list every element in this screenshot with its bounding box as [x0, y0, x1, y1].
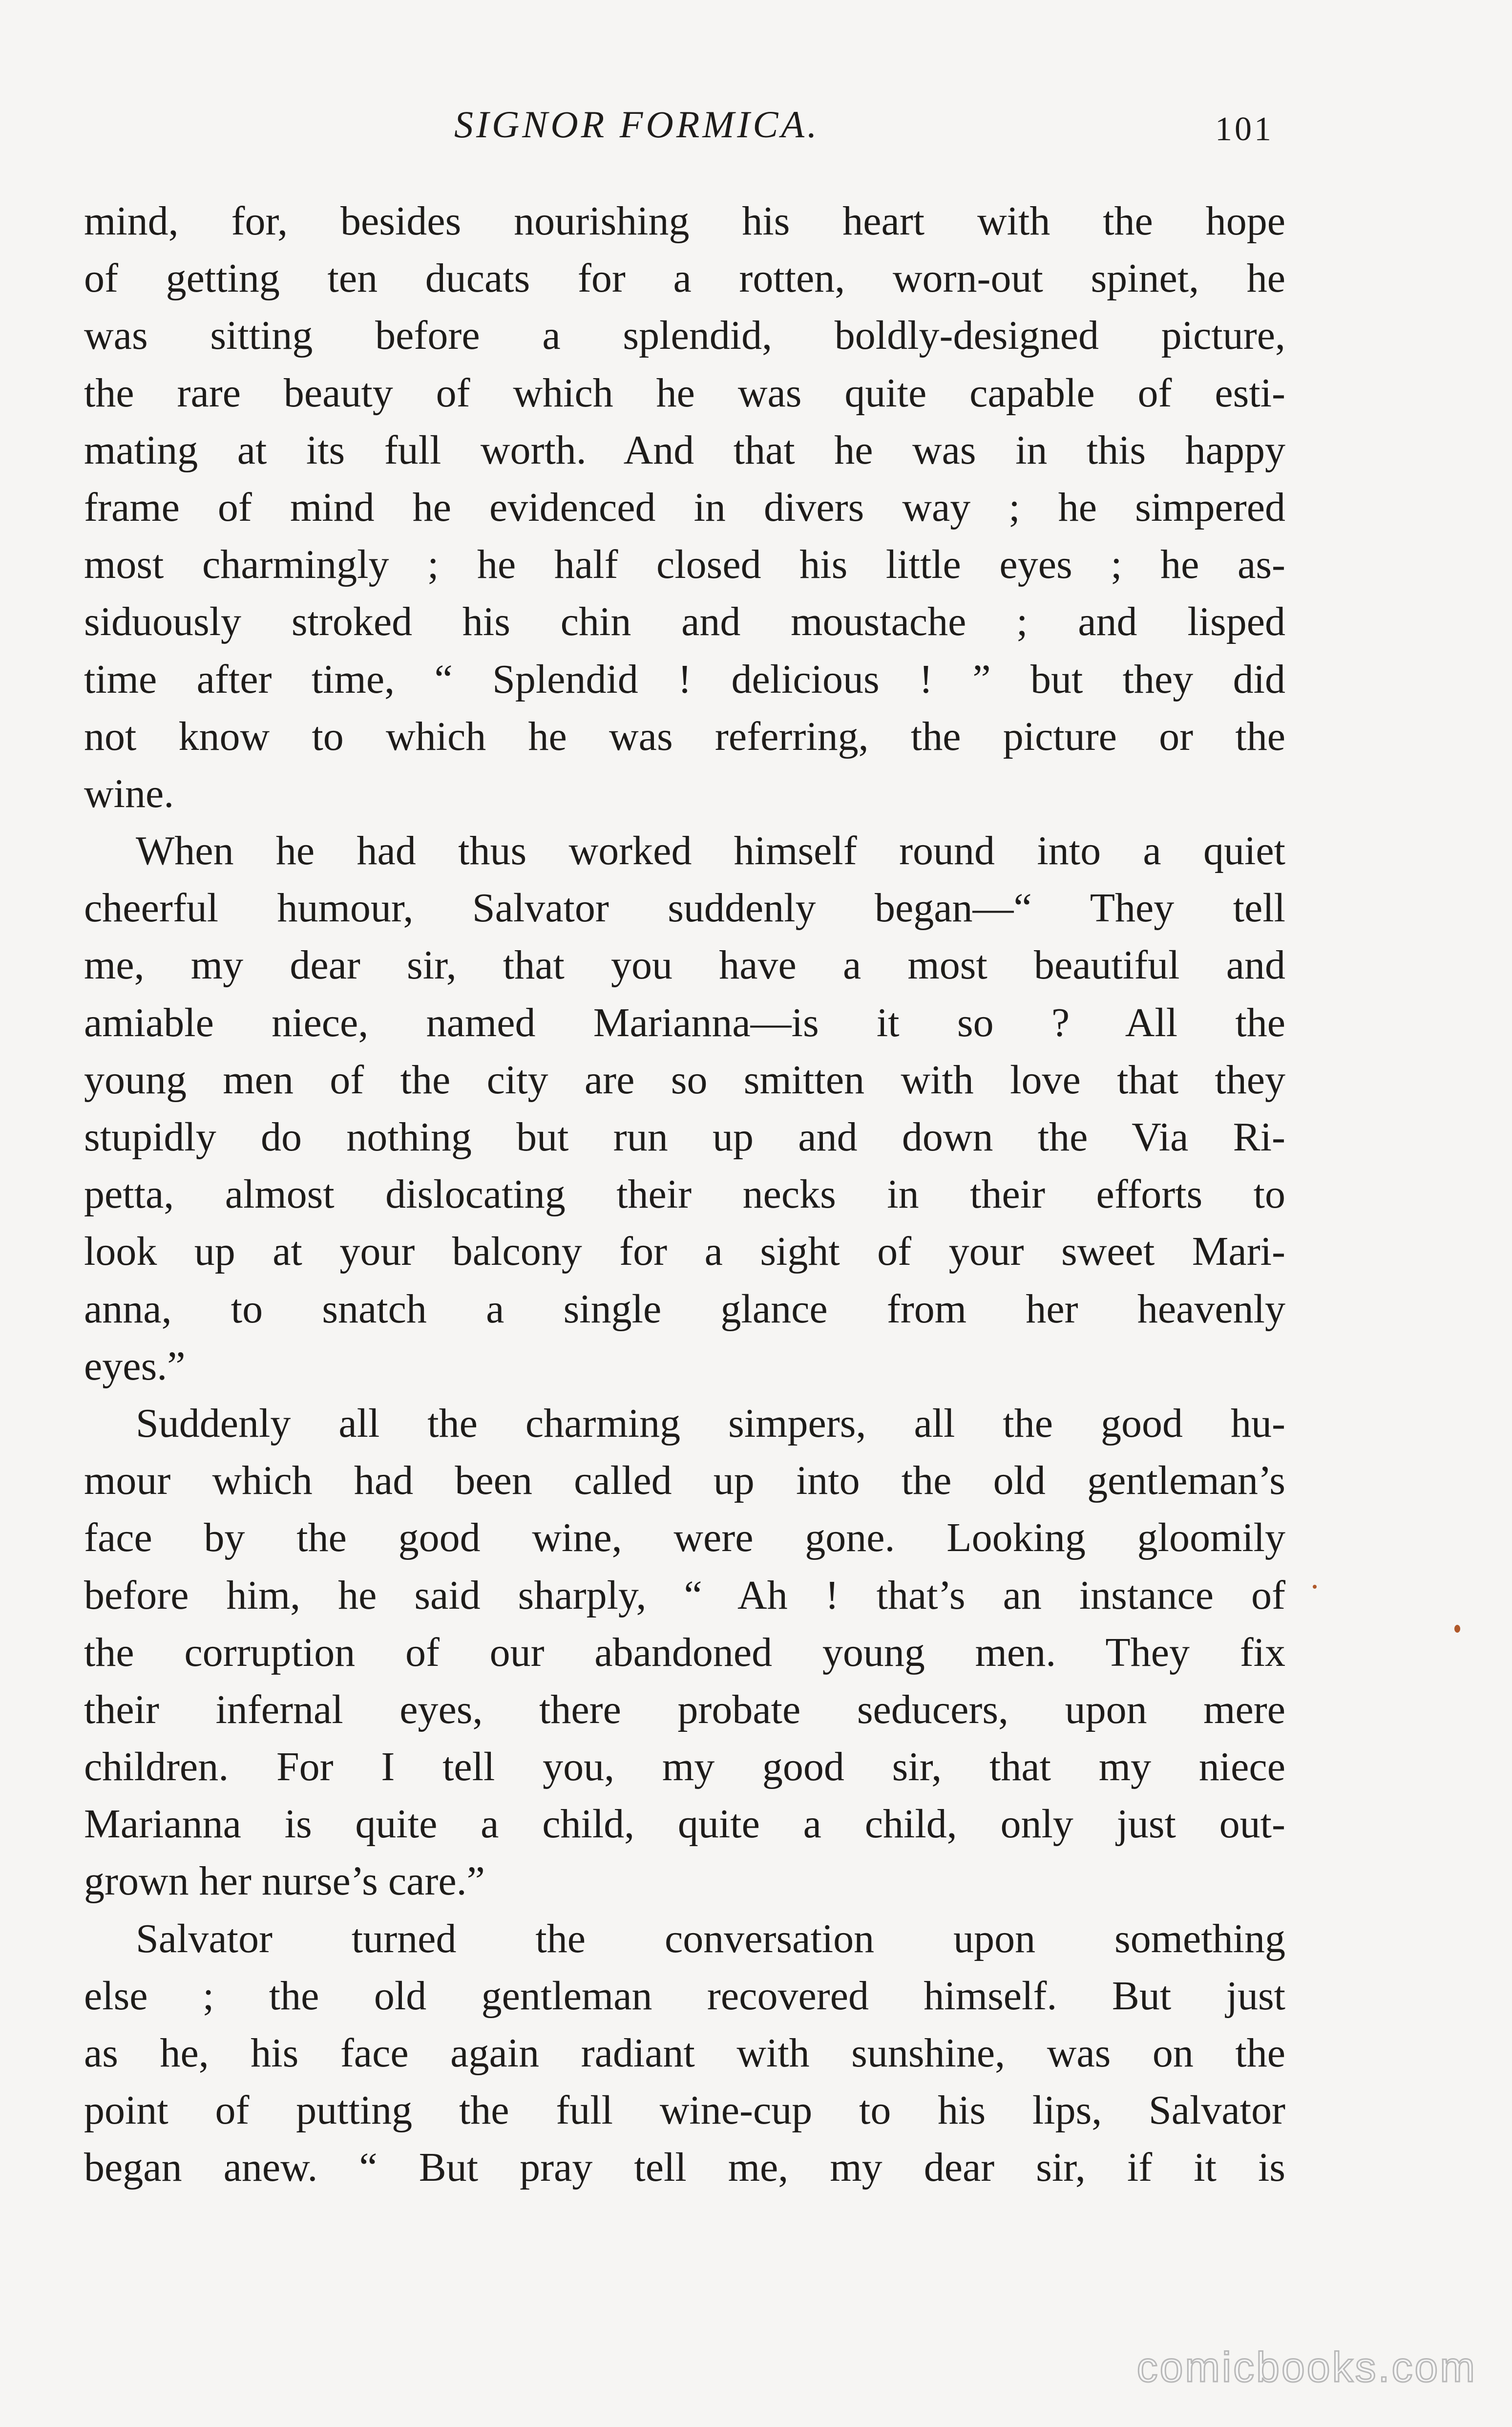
- page-header: [0, 98, 1512, 156]
- text-line: Suddenly all the charming simpers, all the good hu-: [136, 1400, 1285, 1446]
- site-watermark: comicbooks.com: [1136, 2344, 1477, 2391]
- paragraph: [84, 1395, 1285, 1910]
- running-title: SIGNOR FORMICA.: [454, 103, 820, 146]
- text-line: most charmingly ; he half closed his little eyes ; he as-: [84, 542, 1285, 588]
- text-line: anna, to snatch a single glance from her heavenly: [84, 1286, 1285, 1332]
- text-line: Marianna is quite a child, quite a child, only just out-: [84, 1801, 1285, 1847]
- text-line: else ; the old gentleman recovered himself. But just: [84, 1973, 1285, 2019]
- text-line: stupidly do nothing but run up and down the Via Ri-: [84, 1114, 1285, 1160]
- text-line: frame of mind he evidenced in divers way ; he simpered: [84, 484, 1285, 530]
- text-line: grown her nurse’s care.”: [84, 1858, 485, 1904]
- body-text: [84, 192, 1285, 2196]
- text-line: young men of the city are so smitten with love that they: [84, 1057, 1285, 1103]
- text-line: the rare beauty of which he was quite capable of esti-: [84, 370, 1285, 416]
- text-line: cheerful humour, Salvator suddenly began—“ They tell: [84, 885, 1285, 931]
- text-line: began anew. “ But pray tell me, my dear sir, if it is: [84, 2145, 1285, 2191]
- text-line: mour which had been called up into the old gentleman’s: [84, 1458, 1285, 1504]
- text-line: me, my dear sir, that you have a most beautiful and: [84, 942, 1285, 988]
- text-line: children. For I tell you, my good sir, that my niece: [84, 1744, 1285, 1790]
- text-line: When he had thus worked himself round into a quiet: [136, 828, 1285, 874]
- text-line: as he, his face again radiant with sunshine, was on the: [84, 2030, 1285, 2076]
- paragraph: [84, 1910, 1285, 2196]
- text-line: petta, almost dislocating their necks in their efforts to: [84, 1171, 1285, 1217]
- text-line: was sitting before a splendid, boldly-designed picture,: [84, 313, 1285, 359]
- text-line: before him, he said sharply, “ Ah ! that’s an instance of: [84, 1572, 1285, 1618]
- text-line: point of putting the full wine-cup to his lips, Salvator: [84, 2087, 1285, 2133]
- text-line: look up at your balcony for a sight of your sweet Mari-: [84, 1229, 1285, 1275]
- text-line: the corruption of our abandoned young men. They fix: [84, 1629, 1285, 1675]
- ink-speck: [1313, 1585, 1317, 1589]
- text-line: amiable niece, named Marianna—is it so ? All the: [84, 1000, 1285, 1045]
- paragraph: [84, 192, 1285, 822]
- text-line: of getting ten ducats for a rotten, worn-out spinet, he: [84, 255, 1285, 301]
- text-line: time after time, “ Splendid ! delicious ! ” but they did: [84, 656, 1285, 702]
- text-line: Salvator turned the conversation upon something: [136, 1916, 1285, 1961]
- text-line: their infernal eyes, there probate seducers, upon mere: [84, 1686, 1285, 1732]
- text-line: mating at its full worth. And that he was in this happy: [84, 427, 1285, 473]
- text-line: wine.: [84, 770, 174, 816]
- text-line: mind, for, besides nourishing his heart with the hope: [84, 198, 1285, 244]
- text-line: face by the good wine, were gone. Looking gloomily: [84, 1515, 1285, 1561]
- text-line: not know to which he was referring, the picture or the: [84, 713, 1285, 759]
- ink-speck: [1454, 1625, 1460, 1633]
- text-line: eyes.”: [84, 1343, 186, 1389]
- page-number: 101: [1215, 110, 1274, 148]
- paragraph: [84, 822, 1285, 1395]
- text-line: siduously stroked his chin and moustache ; and lisped: [84, 599, 1285, 645]
